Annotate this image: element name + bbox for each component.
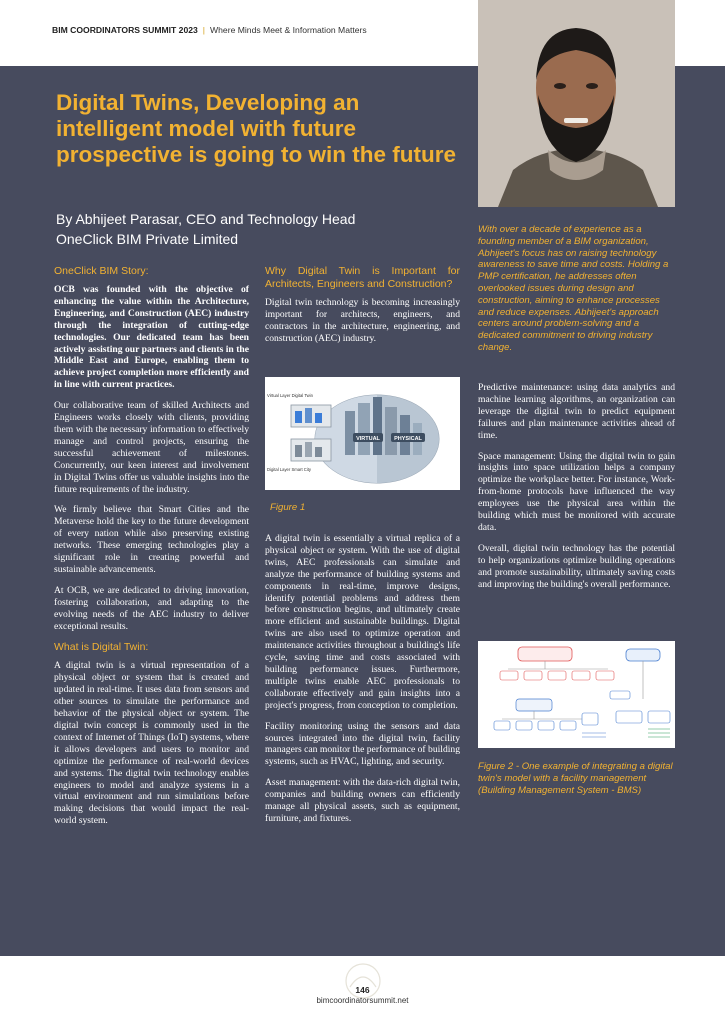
column-2	[265, 265, 460, 354]
lead-paragraph: OCB was founded with the objective of enhancing the value within the Architecture, Engineering, and Construction (AEC) industry through the integration of cutting-edge technologies. Our dedicated team has been actively assisting our partners and clients in the Middle East and Europe, enabling them to achieve project completion more efficiently and in line with current practices.	[54, 284, 249, 391]
header-separator: |	[202, 25, 206, 35]
paragraph: We firmly believe that Smart Cities and the Metaverse hold the key to the future development of every nation while also preserving existing networks. These emerging technologies play a significant role in creating powerful and sustainable advancements.	[54, 504, 249, 575]
article-title: Digital Twins, Developing an intelligent model with future prospective is going to win the future	[56, 90, 457, 167]
paragraph: At OCB, we are dedicated to driving innovation, fostering collaboration, and adapting to the evolving needs of the AEC industry to deliver exceptional results.	[54, 584, 249, 632]
paragraph: A digital twin is a virtual representation of a physical object or system that is created and updated in real-time. It uses data from sensors and other sources to simulate the performance and behavior of the physical object or system. The digital twin concept is commonly used in the context of Internet of Things (IoT) systems, where it allows developers and users to monitor and optimize the performance of real-world devices and systems. The digital twin technology enables engineers to model and analyze systems in a virtual environment and run simulations before making decisions that would impact the real-world system.	[54, 660, 249, 827]
byline	[56, 209, 355, 249]
summit-watermark-icon	[340, 961, 386, 1001]
footer-url[interactable]: bimcoordinatorsummit.net	[316, 996, 409, 1005]
physical-label: PHYSICAL	[394, 436, 422, 442]
figure-2-caption: Figure 2 - One example of integrating a digital twin's model with a facility management (Building Management System - BMS)	[478, 761, 673, 796]
column-3	[478, 382, 675, 600]
column-2-continued	[265, 533, 460, 834]
bms-diagram	[478, 641, 675, 748]
digital-twin-city-illustration	[265, 377, 460, 490]
paragraph: Asset management: with the data-rich digital twin, companies and building owners can efficiently manage all physical assets, such as equipment, furniture, and fixtures.	[265, 777, 460, 824]
author-photo	[478, 0, 675, 207]
digital-layer-label: Digital Layer Smart City	[267, 467, 311, 472]
author-bio: With over a decade of experience as a founding member of a BIM organization, Abhijeet's focus has on raising technology awareness to save time and costs. Holding a PMP certification, he addresses often overlooked issues during design and construction, aiming to enhance processes and reduce expenses. Abhijeet's approach centers around problem-solving and a dedicated commitment to driving industry change.	[478, 224, 669, 353]
header-text	[52, 25, 367, 35]
page-number: 146	[355, 985, 370, 995]
paragraph: Digital twin technology is becoming increasingly important for architects, engineers, and contractors in the architecture, engineering, and construction (AEC) industry.	[265, 297, 460, 344]
paragraph: Space management: Using the digital twin to gain insights into space utilization helps a company optimize the workplace better. For instance, Work-from-home protocols have influenced the way employees use the physical area within the building which must be monitored with accurate data.	[478, 450, 675, 533]
byline-author: By Abhijeet Parasar, CEO and Technology Head	[56, 211, 356, 227]
paragraph: Overall, digital twin technology has the potential to help organizations optimize building operations and promote sustainability, ultimately saving costs and improving the building's overall performance.	[478, 542, 675, 590]
byline-company: OneClick BIM Private Limited	[56, 231, 239, 247]
figure-1-image	[265, 377, 460, 490]
section-heading-ocb-story: OneClick BIM Story:	[54, 265, 149, 277]
paragraph: Facility monitoring using the sensors and data sources integrated into the digital twin, facility managers can monitor the performance of building systems, such as HVAC, lighting, and security.	[265, 720, 461, 768]
column-1	[54, 265, 249, 836]
section-heading-why-digital-twin: Why Digital Twin is Important for Architects, Engineers and Construction?	[265, 265, 460, 290]
figure-2-image	[478, 641, 675, 748]
virtual-label: VIRTUAL	[356, 436, 380, 442]
section-heading-what-is-digital-twin: What is Digital Twin:	[54, 641, 149, 654]
paragraph: A digital twin is essentially a virtual replica of a physical object or system. With the use of digital twins, AEC professionals can simulate and analyze the performance of building systems and components in real-time, improve designs, identify potential problems and address them before construction begins, and ultimately create more efficient and sustainable buildings. Digital twins are also used to optimize operation and maintenance activities throughout a building's life cycle, saving time and costs associated with building performance issues. Furthermore, multiple twins enable AEC professionals to collaborate effectively and gain insights into a project's progress, from conception to completion.	[265, 533, 460, 711]
author-portrait-image	[478, 0, 675, 207]
figure-1-caption: Figure 1	[270, 502, 306, 513]
virtual-layer-label: Virtual Layer Digital Twin	[267, 393, 313, 398]
paragraph: Predictive maintenance: using data analytics and machine learning algorithms, an organization can leverage the digital twin to predict equipment failures and plan maintenance activities ahead of time.	[478, 382, 675, 441]
paragraph: Our collaborative team of skilled Architects and Engineers works closely with clients, providing them with the necessary information to effectively manage and control projects, ensuring the successful achievement of milestones. Concurrently, our keen interest and involvement in Digital Twins offer us valuable insights into the future requirements of the industry.	[54, 400, 249, 495]
event-tagline: Where Minds Meet & Information Matters	[210, 25, 367, 35]
event-name: BIM COORDINATORS SUMMIT 2023	[52, 25, 198, 35]
